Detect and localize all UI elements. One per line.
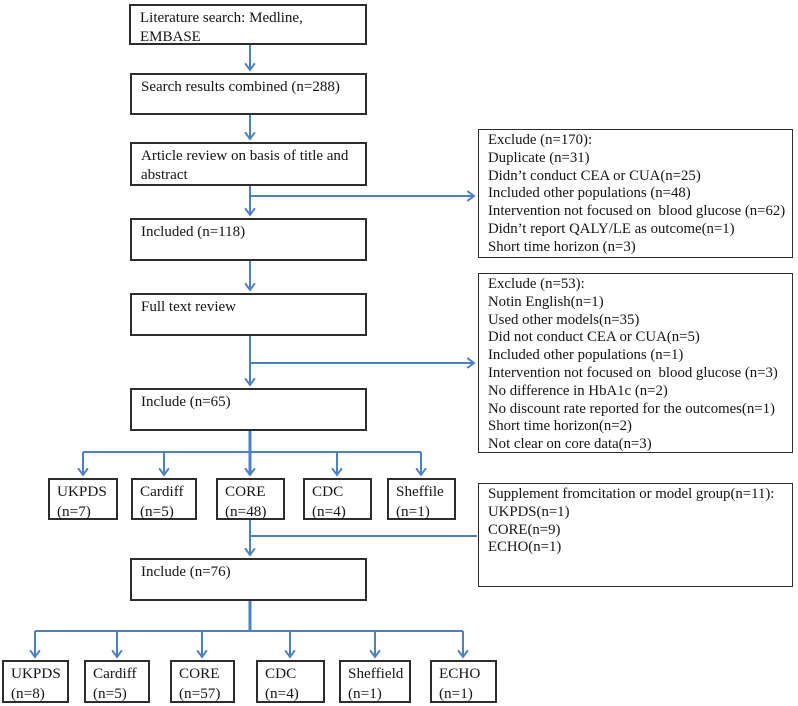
exclusion-line: Didn’t conduct CEA or CUA(n=25) [488, 167, 701, 184]
box-text-line: Included (n=118) [141, 224, 246, 240]
model-name: Cardiff [140, 483, 184, 500]
box-supplement [478, 483, 793, 587]
box-text-line: EMBASE [140, 29, 201, 45]
model-count: (n=48) [225, 502, 267, 520]
row1-cdc-box [303, 478, 372, 520]
box-include-65 [130, 388, 367, 431]
box-search-results [130, 73, 367, 115]
box-literature-search [129, 4, 367, 45]
exclusion-line: Short time horizon (n=3) [488, 238, 636, 255]
exclusion-line: Duplicate (n=31) [488, 149, 590, 166]
exclusion-line: No difference in HbA1c (n=2) [488, 382, 668, 399]
model-name: UKPDS [11, 665, 61, 682]
model-name: CDC [265, 665, 297, 682]
model-count: (n=57) [179, 684, 221, 702]
exclusion-line: Intervention not focused on blood glucose (n=62) [488, 203, 786, 220]
box-text-line: Include (n=76) [141, 564, 231, 580]
box-text-line: Include (n=65) [141, 394, 231, 410]
exclusion-line: Intervention not focused on blood glucose (n=3) [488, 364, 778, 381]
model-name: Sheffield [348, 665, 404, 682]
model-name: Cardiff [93, 665, 137, 682]
model-name: UKPDS [57, 483, 107, 500]
model-count: (n=1) [439, 684, 473, 702]
model-count: (n=8) [11, 684, 45, 702]
box-exclude-170 [478, 129, 793, 258]
supplement-line: CORE(n=9) [488, 521, 561, 538]
row1-ukpds-box [48, 478, 118, 520]
model-count: (n=7) [57, 502, 91, 520]
model-name: Sheffile [396, 483, 444, 500]
exclusion-line: Notin English(n=1) [488, 293, 604, 310]
exclusion-line: Short time horizon(n=2) [488, 418, 632, 435]
box-text-line: Search results combined (n=288) [141, 79, 340, 95]
box-text-line: Full text review [141, 299, 236, 315]
exclusion-line: Didn’t report QALY/LE as outcome(n=1) [488, 220, 735, 237]
box-text-line: Article review on basis of title and [141, 148, 349, 164]
box-included-118 [130, 218, 367, 261]
box-text-line: abstract [141, 167, 188, 183]
box-article-review [130, 142, 367, 186]
exclusion-line: Did not conduct CEA or CUA(n=5) [488, 329, 700, 346]
row1-sheffile-box [387, 478, 456, 520]
supplement-line: Supplement fromcitation or model group(n=11): [488, 486, 775, 502]
row2-sheffield-box [339, 660, 411, 703]
exclusion-line: Exclude (n=53): [488, 276, 585, 292]
exclusion-line: Included other populations (n=48) [488, 185, 691, 202]
row2-ukpds-box [2, 660, 69, 703]
supplement-line: UKPDS(n=1) [488, 503, 570, 520]
model-count: (n=1) [396, 502, 430, 520]
row1-core-box [216, 478, 285, 520]
model-count: (n=1) [348, 684, 382, 702]
box-full-text-review [130, 293, 367, 336]
row2-cardiff-box [84, 660, 150, 703]
row2-core-box [170, 660, 235, 703]
exclusion-line: Included other populations (n=1) [488, 347, 684, 364]
supplement-line: ECHO(n=1) [488, 539, 562, 556]
model-name: ECHO [439, 665, 481, 682]
row1-cardiff-box [131, 478, 197, 520]
exclusion-line: Used other models(n=35) [488, 311, 640, 328]
model-name: CDC [312, 483, 344, 500]
exclusion-line: Not clear on core data(n=3) [488, 436, 652, 453]
model-name: CORE [225, 483, 266, 500]
model-count: (n=5) [93, 684, 127, 702]
model-count: (n=5) [140, 502, 174, 520]
model-count: (n=4) [265, 684, 299, 702]
row2-echo-box [430, 660, 497, 703]
exclusion-line: Exclude (n=170): [488, 132, 593, 148]
row2-cdc-box [256, 660, 325, 703]
box-include-76 [130, 558, 367, 601]
exclusion-line: No discount rate reported for the outcomes(n=1) [488, 400, 775, 417]
box-text-line: Literature search: Medline, [140, 10, 303, 26]
model-count: (n=4) [312, 502, 346, 520]
model-name: CORE [179, 665, 220, 682]
box-exclude-53 [478, 273, 793, 453]
